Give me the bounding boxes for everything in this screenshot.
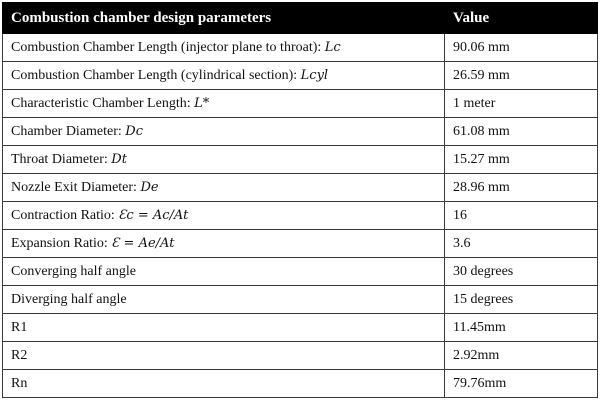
parameter-label: R2 [11,347,28,363]
table-row [3,118,598,146]
table-row [3,370,598,398]
parameter-cell [3,174,445,202]
header-value: Value [445,3,598,34]
parameter-cell [3,62,445,90]
value-cell: 79.76mm [445,370,598,398]
parameter-symbol: L* [194,95,210,111]
parameter-cell [3,314,445,342]
value-cell: 61.08 mm [445,118,598,146]
table-row [3,90,598,118]
parameter-cell [3,34,445,62]
value-cell: 2.92mm [445,342,598,370]
parameter-symbol: Ɛ = Ae/At [111,235,175,251]
value-cell: 15.27 mm [445,146,598,174]
parameter-cell [3,286,445,314]
parameter-symbol: Dt [111,151,127,167]
parameter-label: Throat Diameter: [11,151,112,167]
parameter-cell [3,146,445,174]
value-cell: 28.96 mm [445,174,598,202]
table-row [3,146,598,174]
parameter-label: Chamber Diameter: [11,123,126,139]
parameter-label: Rn [11,375,28,391]
parameter-label: Nozzle Exit Diameter: [11,179,141,195]
parameter-cell [3,230,445,258]
table-row [3,258,598,286]
table-row [3,174,598,202]
value-cell: 11.45mm [445,314,598,342]
design-parameters-table-wrapper [2,2,597,398]
parameter-cell [3,202,445,230]
parameter-label: Combustion Chamber Length (cylindrical section): [11,67,301,83]
design-parameters-table [2,2,598,398]
table-row [3,342,598,370]
parameter-cell [3,342,445,370]
value-cell: 90.06 mm [445,34,598,62]
parameter-label: Contraction Ratio: [11,207,119,223]
table-row [3,230,598,258]
value-cell: 30 degrees [445,258,598,286]
parameter-cell [3,118,445,146]
table-row [3,286,598,314]
parameter-label: Combustion Chamber Length (injector plane to throat): [11,39,325,55]
value-cell: 1 meter [445,90,598,118]
table-row [3,314,598,342]
parameter-symbol: Ɛc = Ac/At [118,207,189,223]
table-header-row [3,3,598,34]
header-parameter: Combustion chamber design parameters [3,3,445,34]
parameter-label: Characteristic Chamber Length: [11,95,195,111]
parameter-symbol: De [140,179,159,195]
parameter-symbol: Lcyl [300,67,329,83]
parameter-label: Expansion Ratio: [11,235,112,251]
parameter-label: R1 [11,319,28,335]
parameter-symbol: Dc [125,123,144,139]
value-cell: 15 degrees [445,286,598,314]
table-row [3,202,598,230]
parameter-label: Diverging half angle [11,291,127,307]
parameter-label: Converging half angle [11,263,136,279]
parameter-cell [3,370,445,398]
value-cell: 26.59 mm [445,62,598,90]
parameter-symbol: Lc [324,39,341,55]
parameter-cell [3,90,445,118]
table-row [3,62,598,90]
parameter-cell [3,258,445,286]
value-cell: 16 [445,202,598,230]
value-cell: 3.6 [445,230,598,258]
table-row [3,34,598,62]
